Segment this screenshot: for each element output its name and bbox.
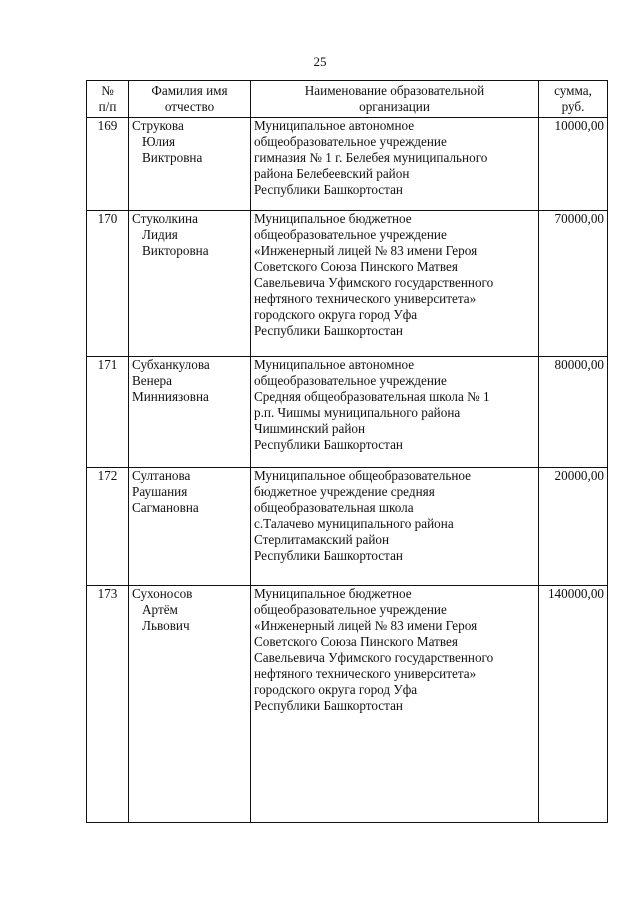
row-number: 172	[87, 468, 129, 586]
org-line: городского округа город Уфа	[254, 682, 418, 697]
header-num	[87, 81, 129, 118]
org-line: Республики Башкортостан	[254, 437, 403, 452]
org-line: общеобразовательная школа	[254, 500, 414, 515]
org-line: общеобразовательное учреждение	[254, 227, 447, 242]
header-name-line2: отчество	[164, 99, 215, 114]
header-sum	[539, 81, 608, 118]
org-line: Муниципальное автономное	[254, 357, 415, 372]
person-name	[129, 357, 251, 468]
org-line: гимназия № 1 г. Белебея муниципального	[254, 150, 488, 165]
awards-table	[86, 80, 608, 823]
org-line: Республики Башкортостан	[254, 323, 403, 338]
org-line: Муниципальное автономное	[254, 118, 415, 133]
org-line: Советского Союза Пинского Матвея	[254, 634, 458, 649]
person-name	[129, 468, 251, 586]
org-line: общеобразовательное учреждение	[254, 602, 447, 617]
header-org-line2: организации	[359, 99, 430, 114]
header-name	[129, 81, 251, 118]
org-line: района Белебеевский район	[254, 166, 410, 181]
org-line: с.Талачево муниципального района	[254, 516, 454, 531]
org-line: «Инженерный лицей № 83 имени Героя	[254, 618, 478, 633]
org-line: Стерлитамакский район	[254, 532, 390, 547]
table-header-row	[87, 81, 608, 118]
table-row	[87, 118, 608, 211]
org-line: Муниципальное бюджетное	[254, 586, 412, 601]
patronymic: Львович	[142, 618, 190, 633]
surname: Сухоносов	[132, 586, 193, 601]
person-name	[129, 211, 251, 357]
table-row	[87, 586, 608, 823]
surname: Стуколкина	[132, 211, 198, 226]
first-name: Артём	[142, 602, 178, 617]
patronymic: Виктровна	[142, 150, 203, 165]
org-line: Савельевича Уфимского государственного	[254, 275, 494, 290]
org-line: нефтяного технического университета»	[254, 666, 477, 681]
org-line: Республики Башкортостан	[254, 548, 403, 563]
org-line: Савельевича Уфимского государственного	[254, 650, 494, 665]
patronymic: Викторовна	[142, 243, 209, 258]
patronymic: Минниязовна	[132, 389, 209, 404]
org-line: Муниципальное бюджетное	[254, 211, 412, 226]
header-sum-line1: сумма,	[554, 83, 592, 98]
header-org-line1: Наименование образовательной	[304, 83, 485, 98]
org-line: Чишминский район	[254, 421, 366, 436]
row-number: 171	[87, 357, 129, 468]
first-name: Лидия	[142, 227, 178, 242]
surname: Струкова	[132, 118, 184, 133]
table-row	[87, 468, 608, 586]
organization	[251, 211, 539, 357]
org-line: Республики Башкортостан	[254, 182, 403, 197]
org-line: городского округа город Уфа	[254, 307, 418, 322]
person-name	[129, 586, 251, 823]
organization	[251, 468, 539, 586]
header-sum-line2: руб.	[561, 99, 585, 114]
header-name-line1: Фамилия имя	[151, 83, 228, 98]
first-name: Раушания	[132, 484, 188, 499]
header-org	[251, 81, 539, 118]
header-num-line2: п/п	[98, 99, 117, 114]
amount: 70000,00	[539, 211, 608, 357]
amount: 20000,00	[539, 468, 608, 586]
row-number: 170	[87, 211, 129, 357]
amount: 10000,00	[539, 118, 608, 211]
surname: Субханкулова	[132, 357, 210, 372]
organization	[251, 118, 539, 211]
org-line: «Инженерный лицей № 83 имени Героя	[254, 243, 478, 258]
page-number: 25	[313, 54, 327, 69]
amount: 140000,00	[539, 586, 608, 823]
row-number: 173	[87, 586, 129, 823]
row-number: 169	[87, 118, 129, 211]
patronymic: Сагмановна	[132, 500, 199, 515]
org-line: общеобразовательное учреждение	[254, 134, 447, 149]
org-line: нефтяного технического университета»	[254, 291, 477, 306]
organization	[251, 357, 539, 468]
table-row	[87, 357, 608, 468]
person-name	[129, 118, 251, 211]
organization	[251, 586, 539, 823]
table-row	[87, 211, 608, 357]
org-line: р.п. Чишмы муниципального района	[254, 405, 461, 420]
org-line: бюджетное учреждение средняя	[254, 484, 435, 499]
surname: Султанова	[132, 468, 191, 483]
org-line: Муниципальное общеобразовательное	[254, 468, 472, 483]
org-line: Советского Союза Пинского Матвея	[254, 259, 458, 274]
first-name: Юлия	[142, 134, 176, 149]
org-line: Республики Башкортостан	[254, 698, 403, 713]
amount: 80000,00	[539, 357, 608, 468]
org-line: общеобразовательное учреждение	[254, 373, 447, 388]
header-num-line1: №	[101, 83, 114, 98]
org-line: Средняя общеобразовательная школа № 1	[254, 389, 490, 404]
first-name: Венера	[132, 373, 173, 388]
